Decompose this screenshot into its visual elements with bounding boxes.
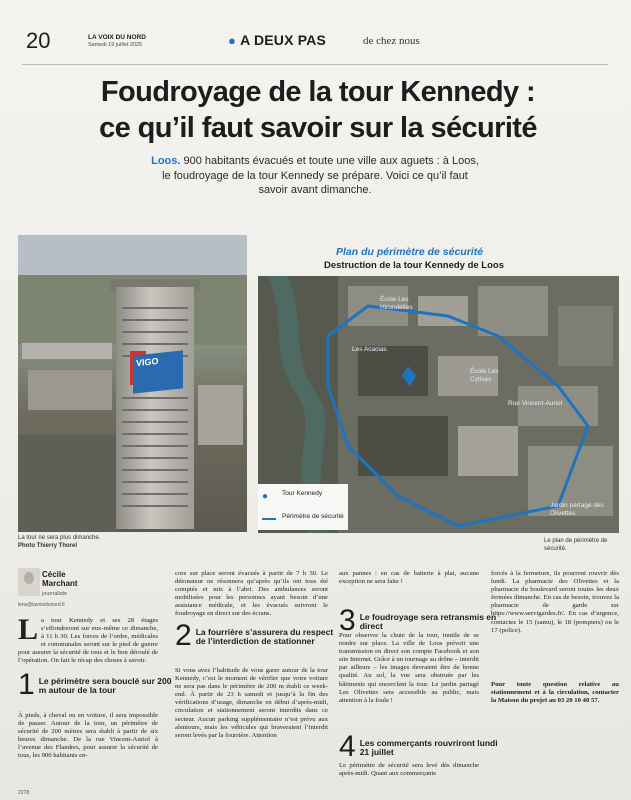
section-title: La fourrière s’assurera du respect de l’interdiction de stationner (195, 627, 334, 646)
legend-tower: Tour Kennedy (282, 490, 323, 497)
author-avatar (18, 568, 40, 596)
headline-line-2: ce qu’il faut savoir sur la sécurité (99, 112, 537, 144)
section-1-heading (18, 668, 178, 701)
photo-trees (18, 435, 118, 532)
column-2-text: core sur place seront évacués à partir de 7 h 30. Le détonateur ne résonnera qu’après qu’ils ont tous été comptés et mis à l’abri. Des ambulances seront mobilisées pour les personnes ayant besoin d’une assistance médicale, et les évacués suivront le foudroyage en direct sur des écrans. (175, 570, 328, 618)
photo-building (22, 343, 112, 359)
author-role: journaliste (42, 591, 68, 597)
footer-code: 2278 (18, 790, 30, 796)
photo-caption: La tour ne sera plus dimanche. Photo Thierry Thorel (18, 535, 101, 549)
column-4-text: forcés à la fermeture, ils pourront rouvrir dès lundi. La pharmacie des Olivettes et la pharmacie du boulevard seront toutes les deux fermées dimanche. En cas de besoin, trouvez la pharmacie de garde sur https://www.servigardes.fr/. En cas d’urgence, contactez le 15 (samu), le 18 (pompiers) ou le 17 (police). (491, 570, 619, 634)
section-1-text: À pieds, à cheval ou en voiture, il sera impossible de passer. Autour de la tour, un périmètre de sécurité de 200 mètres sera établi à partir de six heures dimanche. De la rue Vincent-Auriol à l’avenue des Flandres, pour assurer la sécurité de tous, les 900 habitants en- (18, 712, 158, 760)
section-title: Le périmètre sera bouclé sur 200 m autour de la tour (38, 676, 172, 695)
column-3-text: aux pannes : en cas de batterie à plat, aucune exception ne sera faite ! (339, 570, 479, 586)
page-header (14, 18, 619, 58)
author-email: lens@lavoixdunord.fr (18, 602, 66, 608)
section-3-heading (339, 604, 499, 637)
paper-name: LA VOIX DU NORD (88, 34, 146, 41)
map-label: École Les Hirondelles (380, 296, 413, 311)
section-3-text: Pour observer la chute de la tour, inutile de se rendre sur place. La ville de Loos prévoit une transmission en direct son compte Facebook et son site Internet. Grâce à un tournage au drône – interdit par ailleurs – les images devraient être de bonne qualité. Au sol, la vue sera obstruée par les bâtiments qui encerclent la tour. Le jardin partagé Les Olivettes sera accessible au public, mais attention à la foule ! (339, 632, 480, 704)
photo-building (198, 385, 243, 445)
page-number: 20 (26, 28, 51, 53)
photo-credit: Photo Thierry Thorel (18, 543, 78, 549)
map-subtitle: Destruction de la tour Kennedy de Loos (324, 260, 504, 271)
tower-photo (18, 235, 247, 532)
lead-paragraph (150, 154, 480, 198)
bullet-icon: ● (228, 33, 237, 48)
photo-building (28, 370, 112, 410)
lead-text: 900 habitants évacués et toute une ville aux aguets : à Loos, le foudroyage de la tour Kennedy se prépare. Voici ce qu’il faut savoir avant dimanche. (162, 155, 479, 196)
section-rubric-sub: de chez nous (363, 35, 420, 47)
map-title: Plan du périmètre de sécurité (336, 246, 484, 258)
issue-date: Samedi 19 juillet 2025 (88, 42, 143, 48)
info-box: Pour toute question relative au stationnement et à la circulation, contacter la Maison du projet au 03 20 10 40 57. (491, 681, 619, 705)
drop-cap: L (18, 613, 39, 646)
tower-marker-icon: ● (262, 491, 269, 502)
section-number: 3 (339, 604, 356, 637)
map-label: Rue Vincent-Auriol (508, 400, 563, 407)
map-label: Les Acacias (352, 346, 387, 353)
tower-kennedy (116, 287, 194, 529)
headline-line-1: Foudroyage de la tour Kennedy : (100, 76, 536, 108)
section-title: Le foudroyage sera retransmis en direct (359, 612, 497, 631)
map-caption: Le plan de périmètre de sécurité. (544, 538, 608, 552)
section-2-heading (175, 619, 335, 652)
tower-banner: VIGO (133, 350, 183, 393)
header-divider (22, 64, 608, 65)
author-name: Cécile Marchant (42, 570, 78, 588)
lead-kicker: Loos. (151, 155, 181, 167)
intro-paragraph: La tour Kennedy et ses 28 étages s’effondreront sur eux-même ce dimanche, à 11 h 30. Les forces de l’ordre, médicales et communales seront sur le pied de guerre pour assurer la sécurité de tous et le bon déroulé de l’opération. On fait le récap des choses à savoir. (18, 613, 158, 665)
section-number: 2 (175, 619, 192, 652)
map-label: Jardin partagé des Olivettes (550, 502, 604, 517)
map-label: École Les Cytises (470, 368, 499, 383)
section-title: Les commerçants rouvriront lundi 21 juillet (359, 738, 498, 757)
section-2-text: Si vous avez l’habitude de vous garer autour de la tour Kennedy, c’est le moment de vérifier que votre voiture ne sera pas dans le périmètre de 200 m établi ce week-end. À partir de 23 h samedi et jusqu’à la fin des vérifications d’usage, dimanche en début d’après-midi, circulation et stationnement seront interdits dans ce secteur. Aucun parking supplémentaire n’est prévu aux alentours, mais les véhicules qui braveraient l’interdit seront levés par la fourrière. Attention (175, 667, 328, 739)
section-number: 1 (18, 668, 35, 701)
legend-perimeter: Périmètre de sécurité (282, 513, 344, 520)
section-number: 4 (339, 730, 356, 763)
headline (18, 74, 618, 146)
photo-sky (18, 235, 247, 275)
section-4-text: Le périmètre de sécurité sera levé dès dimanche après-midi. Quant aux commerçants (339, 762, 479, 778)
section-rubric: ● A DEUX PAS (228, 32, 327, 48)
section-4-heading (339, 730, 499, 763)
perimeter-line-icon (262, 518, 276, 520)
